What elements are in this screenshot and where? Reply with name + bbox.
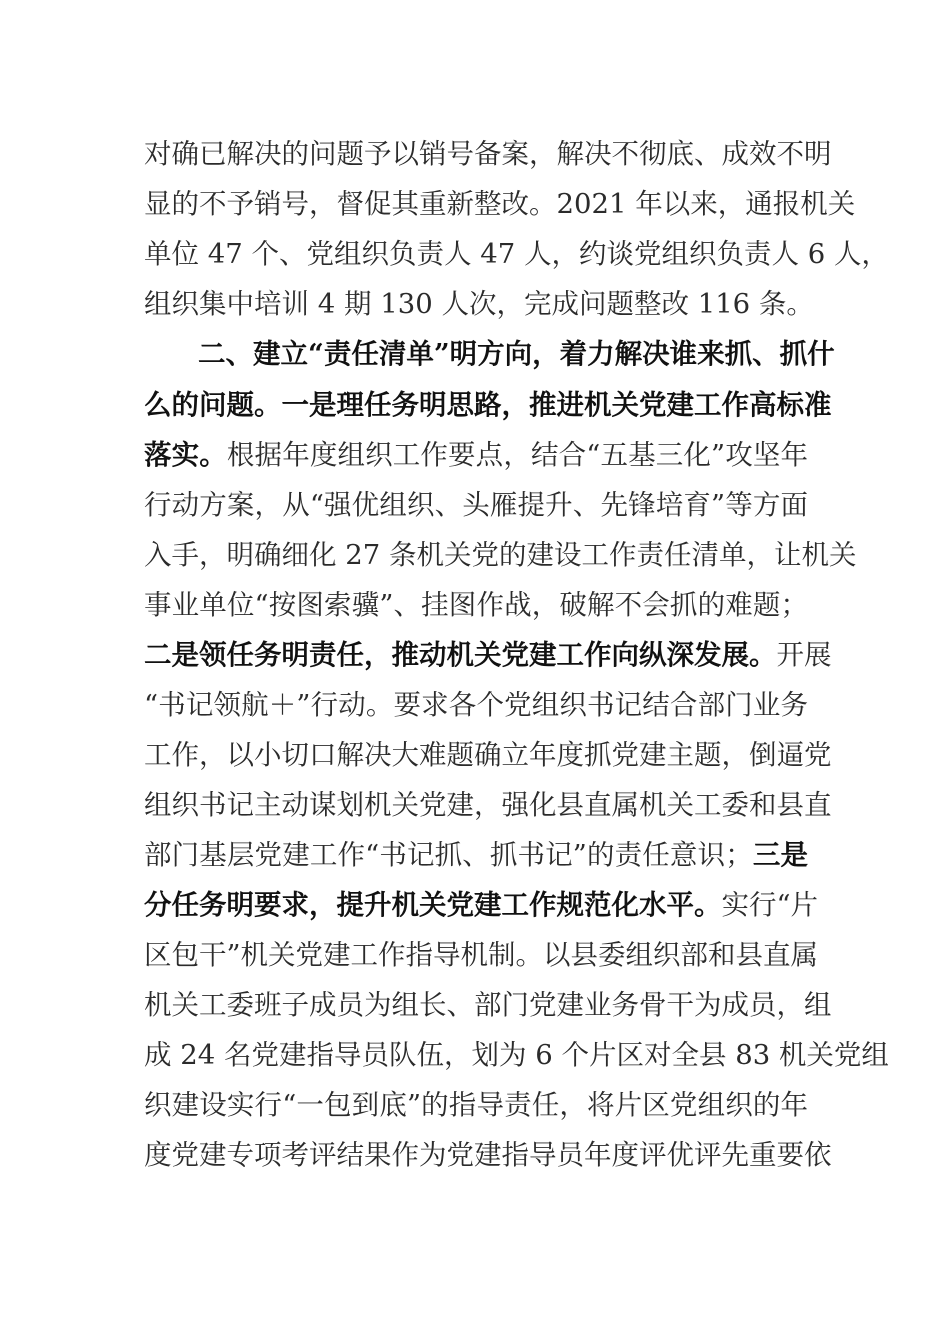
- bold-text-segment: 落实。: [144, 439, 227, 471]
- text-line-8: [144, 485, 808, 525]
- text-line-7: [144, 435, 808, 475]
- text-line-1: [144, 134, 832, 174]
- text-segment: 区包干”机关党建工作指导机制。以县委组织部和县直属: [144, 939, 819, 971]
- text-line-10: [144, 585, 808, 625]
- bold-text-segment: 二、建立“责任清单”明方向，着力解决谁来抓、抓什: [198, 338, 835, 370]
- text-line-19: [144, 1035, 889, 1075]
- text-segment: 工作，以小切口解决大难题确立年度抓党建主题，倒逼党: [144, 739, 832, 771]
- text-segment: 组织书记主动谋划机关党建，强化县直属机关工委和县直: [144, 789, 832, 821]
- text-segment: 成 24 名党建指导员队伍，划为 6 个片区对全县 83 机关党组: [144, 1039, 889, 1071]
- text-segment: 入手，明确细化 27 条机关党的建设工作责任清单，让机关: [144, 539, 857, 571]
- text-segment: 显的不予销号，督促其重新整改。2021 年以来，通报机关: [144, 188, 856, 220]
- text-line-9: [144, 535, 857, 575]
- text-segment: 组织集中培训 4 期 130 人次，完成问题整改 116 条。: [144, 288, 814, 320]
- text-line-20: [144, 1085, 808, 1125]
- text-segment: 行动方案，从“强优组织、头雁提升、先锋培育”等方面: [144, 489, 808, 521]
- section-heading-line: [198, 334, 835, 374]
- text-line-2: [144, 184, 856, 224]
- text-segment: “书记领航＋”行动。要求各个党组织书记结合部门业务: [144, 689, 808, 721]
- text-line-14: [144, 785, 832, 825]
- text-line-11: [144, 635, 832, 675]
- text-segment: 织建设实行“一包到底”的指导责任，将片区党组织的年: [144, 1089, 808, 1121]
- bold-text-segment: 二是领任务明责任，推动机关党建工作向纵深发展。: [144, 639, 777, 671]
- text-segment: 开展: [776, 639, 832, 671]
- text-line-4: [144, 284, 814, 324]
- text-line-16: [144, 885, 819, 925]
- text-line-18: [144, 985, 832, 1025]
- text-line-6: [144, 385, 832, 425]
- text-line-12: [144, 685, 808, 725]
- text-segment: 部门基层党建工作“书记抓、抓书记”的责任意识；: [144, 839, 753, 871]
- text-segment: 机关工委班子成员为组长、部门党建业务骨干为成员，组: [144, 989, 832, 1021]
- bold-text-segment: 分任务明要求，提升机关党建工作规范化水平。: [144, 889, 722, 921]
- text-line-15: [144, 835, 808, 875]
- bold-text-segment: 么的问题。一是理任务明思路，推进机关党建工作高标准: [144, 389, 832, 421]
- text-line-3: [144, 234, 889, 274]
- text-line-13: [144, 735, 832, 775]
- text-segment: 实行“片: [721, 889, 819, 921]
- bold-text-segment: 三是: [752, 839, 808, 871]
- text-line-21: [144, 1135, 832, 1175]
- text-segment: 单位 47 个、党组织负责人 47 人，约谈党组织负责人 6 人，: [144, 238, 889, 270]
- text-segment: 对确已解决的问题予以销号备案，解决不彻底、成效不明: [144, 138, 832, 170]
- text-segment: 根据年度组织工作要点，结合“五基三化”攻坚年: [226, 439, 808, 471]
- text-segment: 事业单位“按图索骥”、挂图作战，破解不会抓的难题；: [144, 589, 808, 621]
- text-line-17: [144, 935, 819, 975]
- text-segment: 度党建专项考评结果作为党建指导员年度评优评先重要依: [144, 1139, 832, 1171]
